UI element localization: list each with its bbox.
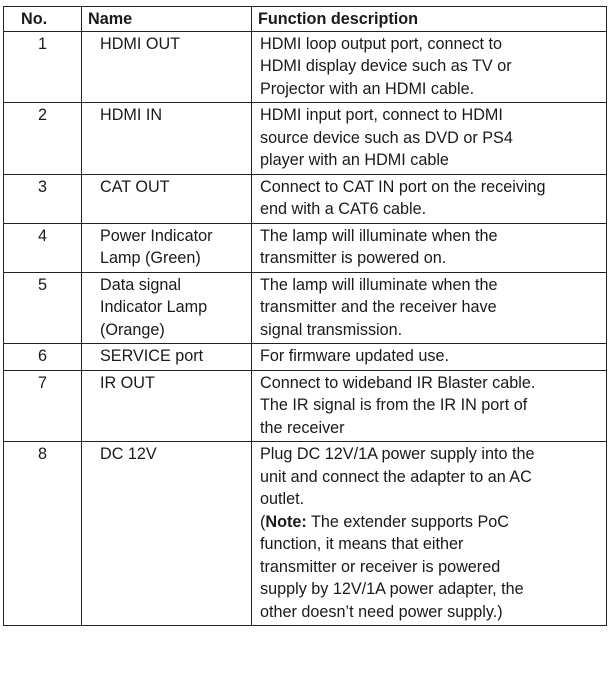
row-name	[82, 272, 252, 344]
description-line: transmitter is powered on.	[260, 249, 447, 267]
row-number: 1	[4, 31, 82, 103]
row-name	[82, 223, 252, 272]
header-function-description: Function description	[252, 7, 607, 32]
table-row	[4, 223, 607, 272]
table-body	[4, 31, 607, 626]
row-name	[82, 442, 252, 626]
name-line: CAT OUT	[100, 177, 170, 196]
row-function-description	[252, 31, 607, 103]
note-first-line	[260, 511, 602, 534]
function-description-table	[3, 6, 607, 626]
name-line: Power Indicator	[100, 226, 213, 245]
header-no: No.	[4, 7, 82, 32]
row-name	[82, 103, 252, 175]
row-function-description	[252, 442, 607, 626]
description-line: the receiver	[260, 418, 345, 437]
row-number: 5	[4, 272, 82, 344]
note-open-paren: (	[260, 512, 266, 531]
row-number: 7	[4, 370, 82, 442]
description-line: Projector with an HDMI cable.	[260, 79, 475, 98]
description-line: HDMI loop output port, connect to	[260, 34, 503, 53]
header-name: Name	[82, 7, 252, 32]
table-header-row	[4, 7, 607, 32]
name-line: HDMI OUT	[100, 34, 181, 53]
row-number: 8	[4, 442, 82, 626]
description-line: Connect to CAT IN port on the receiving	[260, 177, 546, 196]
name-line: DC 12V	[100, 445, 157, 463]
description-line: For firmware updated use.	[260, 347, 449, 365]
table-row	[4, 272, 607, 344]
description-line: source device such as DVD or PS4	[260, 128, 513, 147]
note-first-line-text: The extender supports PoC	[306, 512, 509, 531]
row-function-description	[252, 272, 607, 344]
name-line: Lamp (Green)	[100, 249, 201, 267]
name-line: HDMI IN	[100, 106, 163, 124]
row-function-description	[252, 223, 607, 272]
note-line: function, it means that either	[260, 535, 464, 553]
row-name	[82, 174, 252, 223]
row-function-description	[252, 174, 607, 223]
row-function-description	[252, 103, 607, 175]
note-line: other doesn’t need power supply.)	[260, 602, 503, 621]
row-name	[82, 344, 252, 371]
note-line: supply by 12V/1A power adapter, the	[260, 580, 524, 598]
description-line: player with an HDMI cable	[260, 151, 449, 169]
description-line: transmitter and the receiver have	[260, 298, 497, 316]
name-line: Indicator Lamp	[100, 298, 208, 316]
row-number: 2	[4, 103, 82, 175]
name-line: (Orange)	[100, 320, 165, 339]
row-function-description	[252, 344, 607, 371]
row-number: 6	[4, 344, 82, 371]
description-line: The lamp will illuminate when the	[260, 275, 498, 294]
table-row	[4, 31, 607, 103]
table-row	[4, 442, 607, 626]
name-line: Data signal	[100, 275, 181, 294]
table-row	[4, 344, 607, 371]
description-line: unit and connect the adapter to an AC	[260, 467, 532, 486]
row-name	[82, 370, 252, 442]
table-row	[4, 174, 607, 223]
description-line: Plug DC 12V/1A power supply into the	[260, 445, 535, 463]
table-row	[4, 370, 607, 442]
name-line: IR OUT	[100, 373, 155, 392]
name-line: SERVICE port	[100, 347, 204, 365]
table-row	[4, 103, 607, 175]
row-number: 3	[4, 174, 82, 223]
description-line: The lamp will illuminate when the	[260, 226, 498, 245]
description-line: Connect to wideband IR Blaster cable.	[260, 373, 536, 392]
description-line: HDMI display device such as TV or	[260, 57, 512, 75]
row-number: 4	[4, 223, 82, 272]
note-label: Note:	[265, 512, 307, 531]
description-line: outlet.	[260, 490, 305, 508]
description-line: signal transmission.	[260, 320, 403, 339]
row-name	[82, 31, 252, 103]
description-line: end with a CAT6 cable.	[260, 200, 427, 218]
description-line: The IR signal is from the IR IN port of	[260, 396, 528, 414]
description-line: HDMI input port, connect to HDMI	[260, 106, 503, 124]
row-function-description	[252, 370, 607, 442]
note-line: transmitter or receiver is powered	[260, 557, 501, 576]
